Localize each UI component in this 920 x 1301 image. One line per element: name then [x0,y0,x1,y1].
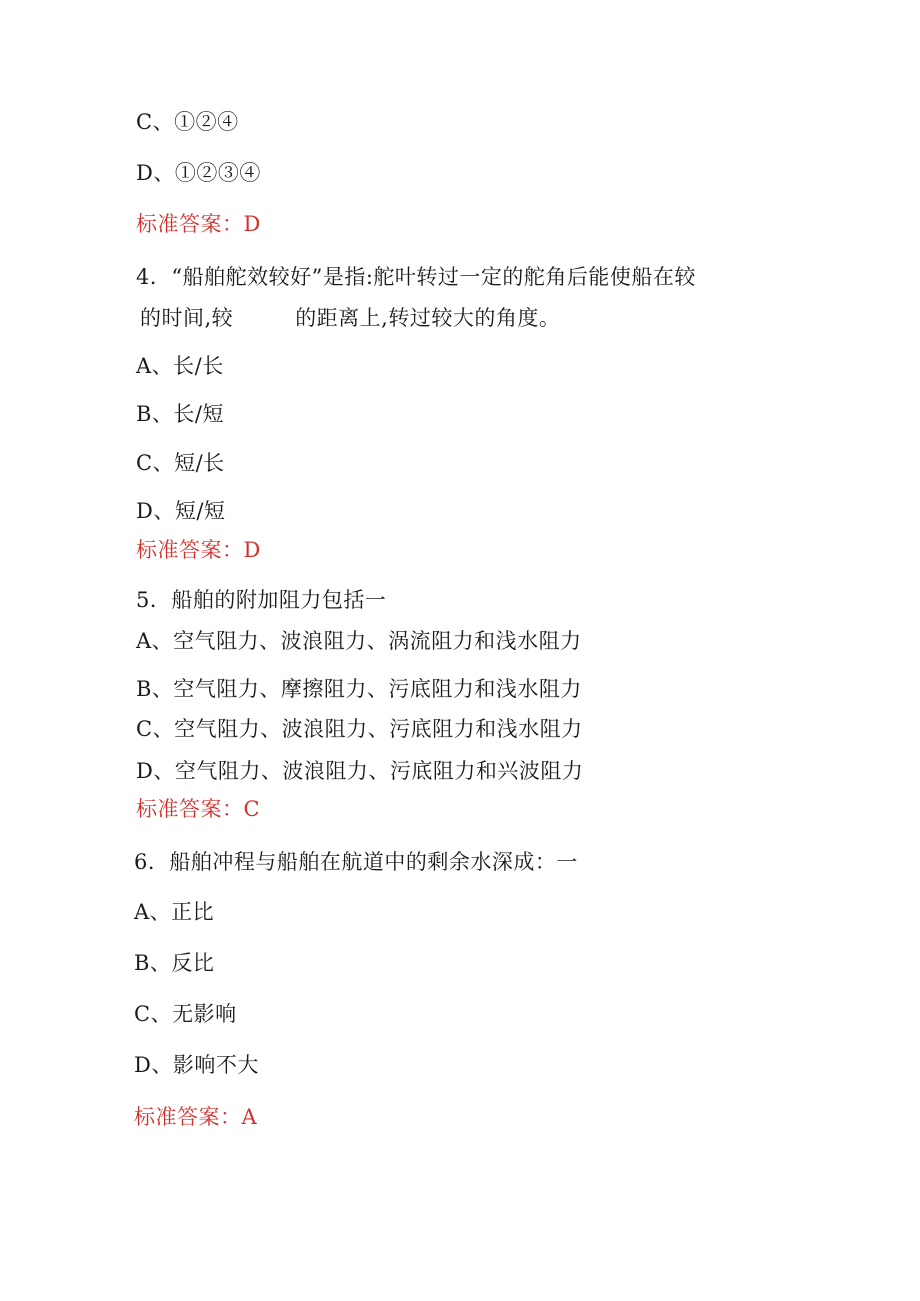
q6-option-b: B、反比 [134,951,215,975]
q4-standard-answer: 标准答案：D [136,538,261,562]
q5-option-b: B、空气阻力、摩擦阻力、污底阻力和浅水阻力 [136,677,582,701]
q4-option-d: D、短/短 [136,499,226,523]
q4-option-a: A、长/长 [136,354,224,378]
q6-option-a: A、正比 [134,900,215,924]
q5-option-d: D、空气阻力、波浪阻力、污底阻力和兴波阻力 [136,759,584,783]
q4-stem-line-2 [140,305,560,331]
q5-option-a: A、空气阻力、波浪阻力、涡流阻力和浅水阻力 [136,629,582,653]
q3-option-d: D、①②③④ [136,161,261,185]
q6-stem: 6．船舶冲程与船舶在航道中的剩余水深成：一 [134,850,578,874]
q5-stem: 5．船舶的附加阻力包括一 [136,588,387,612]
q4-stem-part-a: 的时间,较 [140,306,234,330]
q6-option-d: D、影响不大 [134,1053,259,1077]
q5-standard-answer: 标准答案：C [136,797,261,821]
q6-option-c: C、无影响 [134,1002,237,1026]
q4-option-b: B、长/短 [136,402,225,426]
q5-option-c: C、空气阻力、波浪阻力、污底阻力和浅水阻力 [136,717,583,741]
q3-standard-answer: 标准答案：D [136,212,261,236]
q6-standard-answer: 标准答案：A [134,1105,258,1129]
q4-option-c: C、短/长 [136,451,225,475]
q4-stem-part-b: 的距离上,转过较大的角度。 [295,306,561,330]
q4-stem-line-1: 4．“船舶舵效较好”是指:舵叶转过一定的舵角后能使船在较 [136,265,696,289]
q3-option-c: C、①②④ [136,110,239,134]
